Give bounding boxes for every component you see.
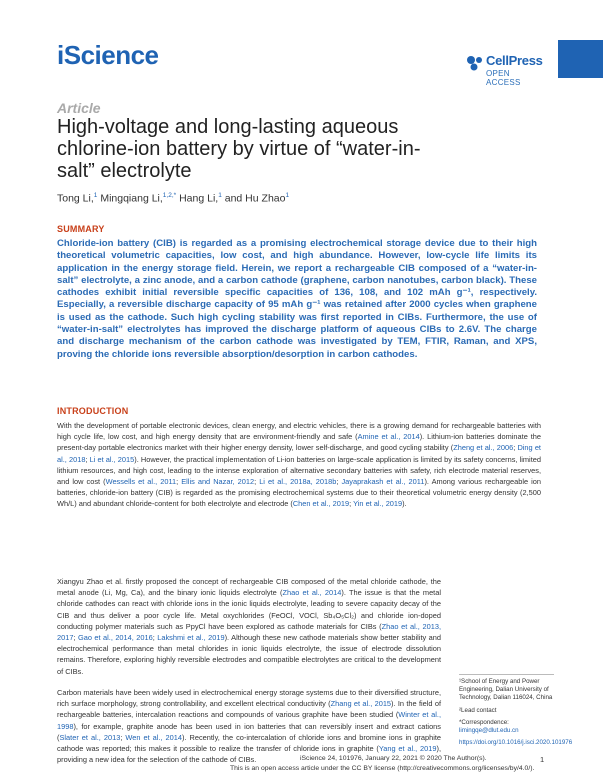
body-text: ), providing a new idea for the selection of the cathode of CIBs. <box>57 744 441 765</box>
body-text: ). Although these new cathode materials show better stability and electrochemical performance than metal chlorides in ionic liquids electrolyte, the issue of electrode dissolution remains. Therefore, exploring highly reversible electrodes and compatible electrolytes are critical to the development of CIBs. <box>57 633 442 676</box>
author-list <box>57 192 289 205</box>
body-text: ; <box>152 633 158 643</box>
citation-link[interactable]: Gao et al., 2014, 2016 <box>77 633 153 643</box>
author-affil-marker[interactable]: 1 <box>218 192 222 199</box>
author-name: and Hu Zhao <box>224 192 286 205</box>
intro-paragraph-3 <box>57 687 441 765</box>
summary-heading: SUMMARY <box>57 224 105 234</box>
citation-link[interactable]: Amine et al., 2014 <box>357 432 420 442</box>
publisher-name: CellPress <box>486 53 543 68</box>
header-accent-bar <box>558 40 603 78</box>
author-affil-marker[interactable]: 1 <box>93 192 98 199</box>
body-text: Carbon materials have been widely used in electrochemical energy storage systems due to their diversified structure, rich surface morphology, strong controllability, and excellent electrical conductivity ( <box>57 688 441 709</box>
citation-link[interactable]: Wessells et al., 2011 <box>105 477 177 487</box>
intro-paragraph-2 <box>57 576 441 677</box>
citation-link[interactable]: Wen et al., 2014 <box>125 732 182 742</box>
citation-link[interactable]: Zhao et al., 2014 <box>282 588 342 598</box>
citation-link[interactable]: Yin et al., 2019 <box>353 499 403 509</box>
lead-contact-note: ²Lead contact <box>459 706 497 714</box>
footer-citation: iScience 24, 101976, January 22, 2021 © 2020 The Author(s). <box>300 755 487 762</box>
body-text: With the development of portable electronic devices, clean energy, and electric vehicles, there is a growing demand for rechargeable batteries with high cycle life, low cost, and high energy density that are environment-friendly and safe ( <box>57 421 541 442</box>
footer-license[interactable]: This is an open access article under the CC BY license (http://creativecommons.org/licenses/by/4.0/). <box>230 765 535 772</box>
body-text: ; <box>73 633 78 643</box>
citation-link[interactable]: Zhang et al., 2015 <box>330 699 392 709</box>
author-name: Mingqiang Li, <box>100 192 163 205</box>
citation-link[interactable]: Li et al., 2018a, 2018b <box>259 477 337 487</box>
body-text: ). Recently, the co-intercalation of chloride ions and bromine ions in graphite cathode was reported; this makes it possible to realize the transfer of chloride ions in graphite ( <box>57 732 442 754</box>
body-text: ; <box>85 454 90 464</box>
page-number: 1 <box>540 755 545 764</box>
body-text: ), for example, graphite anode has been used in ion batteries that can reversibly insert and extract cations ( <box>57 721 441 742</box>
author-name: Hang Li, <box>179 192 219 205</box>
citation-link[interactable]: Ding et al., 2018 <box>57 443 541 464</box>
body-text: ; <box>513 443 518 453</box>
body-text: ). The issue is that the metal chloride cathodes can react with chloride ions in the ionic liquids electrolyte, leading to severe capacity decay of the CIB and thus deliver a poor cycle life. Metal oxychlorides (FeOCl, VOCl, Sb₄O₅Cl₂) and chloride ion-doped conducting polymer materials such as PpyCl have been explored as cathode materials for CIBs ( <box>57 588 441 631</box>
article-title: High-voltage and long-lasting aqueous chlorine-ion battery by virtue of “water-in-salt” electrolyte <box>57 116 421 182</box>
citation-link[interactable]: Zhao et al., 2013, 2017 <box>57 621 441 643</box>
citation-link[interactable]: Yang et al., 2019 <box>378 744 437 754</box>
citation-link[interactable]: Slater et al., 2013 <box>59 732 121 742</box>
correspondence-label: *Correspondence: <box>459 718 509 726</box>
affiliation-sidebar <box>459 678 573 747</box>
author-affil-marker[interactable]: 1,2,* <box>162 192 177 199</box>
citation-link[interactable]: Ellis and Nazar, 2012 <box>181 477 255 487</box>
body-text: Xiangyu Zhao et al. firstly proposed the concept of rechargeable CIB composed of the metal chloride cathode, the metal anode (Li, Mg, Ca), and the binary ionic liquids electrolyte ( <box>57 577 441 598</box>
author-name: Tong Li, <box>57 192 94 205</box>
doi-link[interactable]: https://doi.org/10.1016/j.isci.2020.101976 <box>459 739 573 747</box>
sidebar-divider <box>459 674 554 675</box>
body-text: ; <box>336 477 342 487</box>
citation-link[interactable]: Zheng et al., 2006 <box>453 443 514 453</box>
body-text: ). <box>402 499 407 509</box>
paragraph <box>57 687 441 765</box>
body-text: ). Lithium-ion batteries dominate the present-day portable electronics market with their higher energy density, lower self-discharge, and good cycling stability ( <box>57 432 541 453</box>
body-text: ; <box>349 499 354 509</box>
citation-link[interactable]: Winter et al., 1998 <box>57 710 441 731</box>
email-link[interactable]: limingqe@dlut.edu.cn <box>459 727 519 735</box>
body-text: ; <box>176 477 182 487</box>
body-text: ). However, the practical implementation of Li-ion batteries on large-scale application is limited by its safety concerns, limited lithium resources, and high cost, leading to the intense exploration of alternative secondary batteries with safety, rich electrode material reserves, and low cost ( <box>57 454 541 487</box>
body-text: ; <box>254 477 260 487</box>
intro-paragraph-1 <box>57 420 541 510</box>
paragraph <box>57 576 441 677</box>
author-affil-marker[interactable]: 1 <box>285 192 290 199</box>
journal-name: iScience <box>57 40 159 70</box>
citation-link[interactable]: Li et al., 2015 <box>89 454 135 464</box>
affiliation-text: ¹School of Energy and Power Engineering, Dalian University of Technology, Dalian 116024, China <box>459 678 553 702</box>
body-text: ; <box>120 732 126 742</box>
body-text: ). Among various rechargeable ion batteries, chloride-ion battery (CIB) is regarded as the promising electrochemical systems due to their theoretical volumetric energy density (2,500 Wh/L) and abundant chloride-content for both electrolyte and electrode ( <box>57 477 542 509</box>
body-text: ). In the field of rechargeable batteries, intercalation reactions and compounds of various graphite have been studied ( <box>57 699 442 720</box>
citation-link[interactable]: Jayaprakash et al., 2011 <box>341 477 425 487</box>
cellpress-mark-icon <box>465 55 485 71</box>
open-access-label: OPEN ACCESS <box>486 69 521 87</box>
article-type-label: Article <box>57 100 101 116</box>
paragraph <box>57 420 541 510</box>
citation-link[interactable]: Lakshmi et al., 2019 <box>157 633 225 643</box>
citation-link[interactable]: Chen et al., 2019 <box>292 499 350 509</box>
summary-text: Chloride-ion battery (CIB) is regarded as a promising electrochemical storage device due to their high theoretical volumetric capacities, low cost, and high abundance. However, low-cycle life limits its application in the energy storage field. Herein, we report a rechargeable CIB composed of a “water-in-salt” electrolyte, a zinc anode, and a carbon cathode (graphene, carbon nanotubes, carbon black). These cathodes exhibit initial reversible specific capacities of 136, 108, and 102 mAh g⁻¹, respectively. Especially, a reversible discharge capacity of 95 mAh g⁻¹ was retained after 2000 cycles when graphene is used as the cathode. Such high cycling stability was first reported in CIBs. Furthermore, the use of “water-in-salt” electrolytes has improved the discharge platform of aqueous CIBs to 2.6V. The charge and discharge mechanism of the carbon cathode was investigated by TEM, FTIR, Raman, and XPS, proving the chloride ions reversible absorption/desorption in carbon cathodes. <box>57 238 537 360</box>
introduction-heading: INTRODUCTION <box>57 406 129 416</box>
